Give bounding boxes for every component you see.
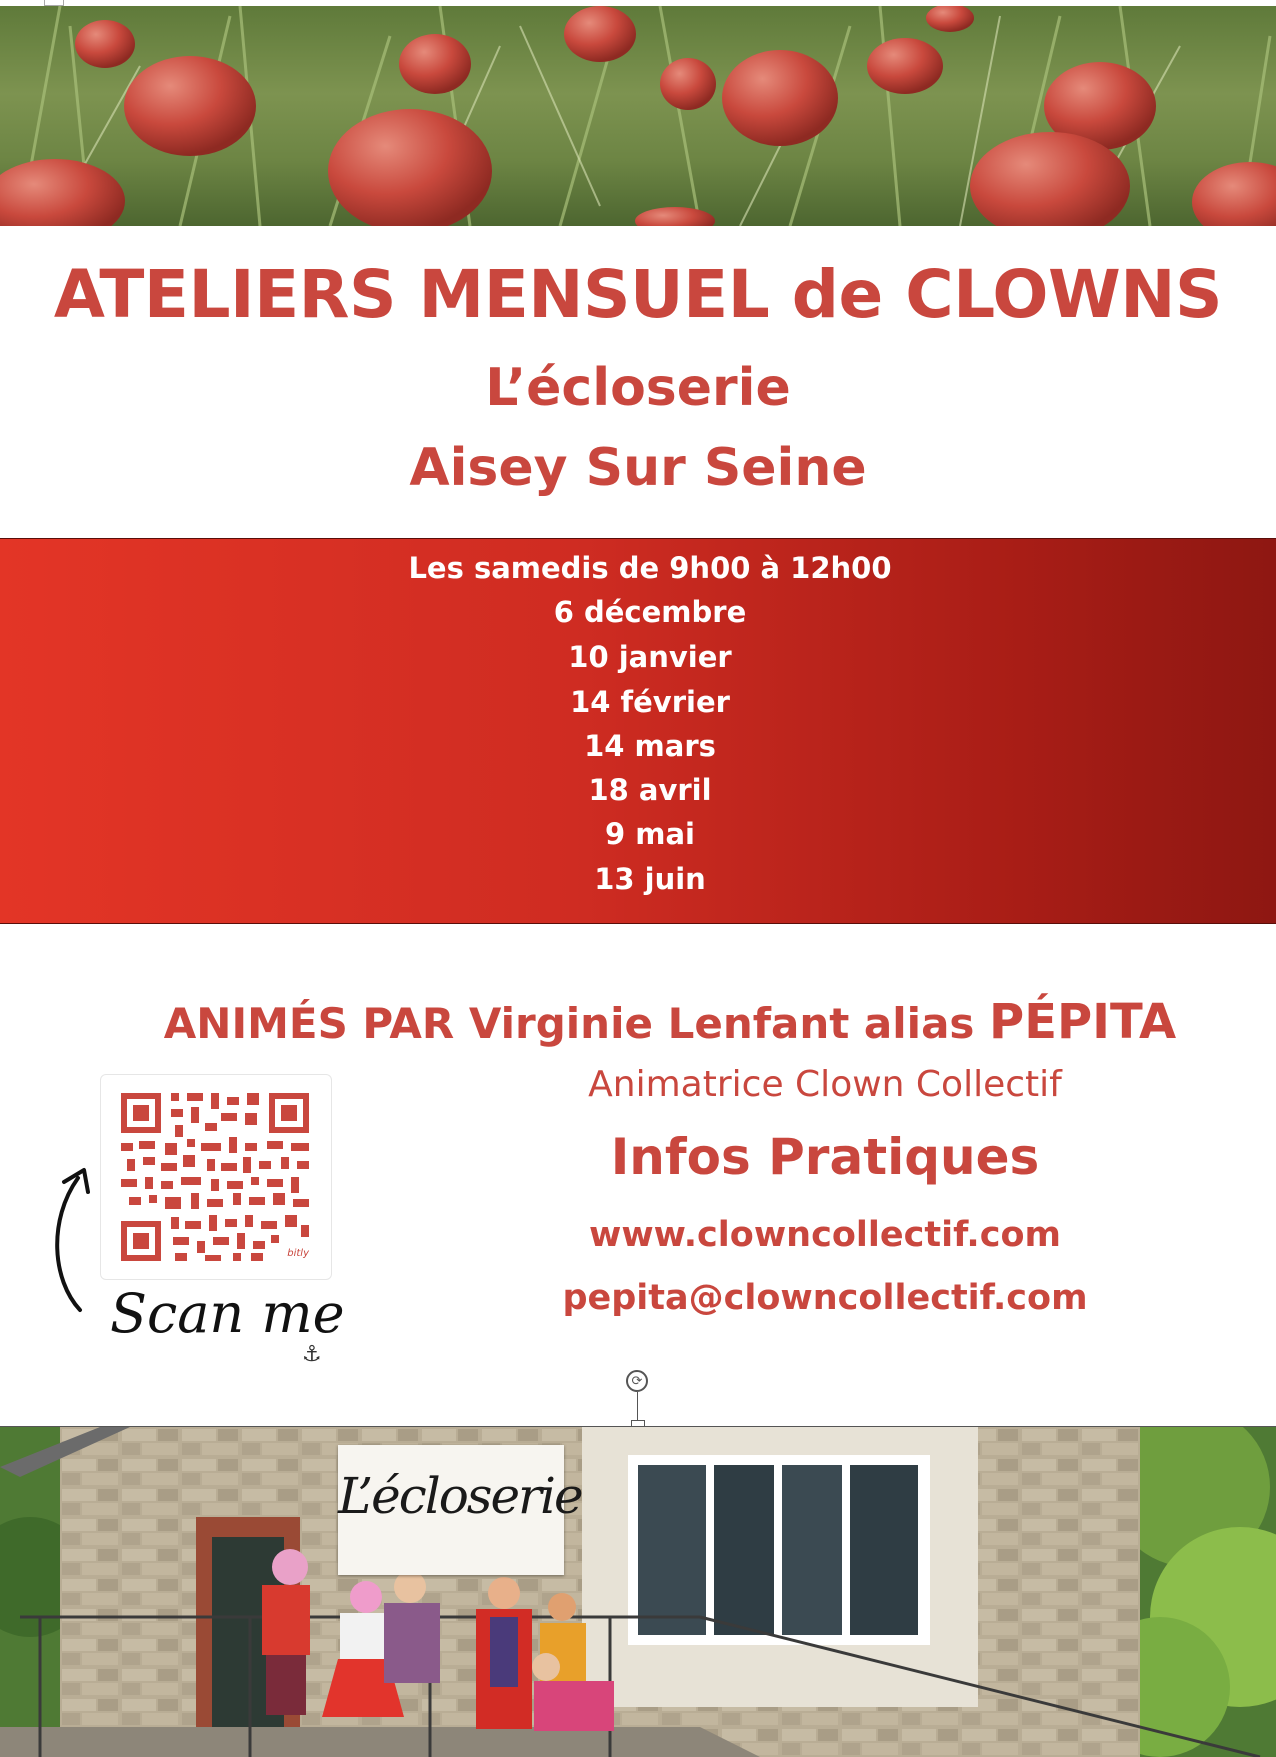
host-prefix: ANIMÉS PAR Virginie Lenfant alias — [163, 999, 990, 1048]
scan-me-caption: Scan me — [110, 1282, 345, 1345]
page-title: ATELIERS MENSUEL de CLOWNS — [53, 256, 1223, 333]
schedule-date: 14 février — [570, 685, 730, 719]
schedule-date: 13 juin — [594, 862, 706, 896]
qr-code[interactable] — [100, 1074, 332, 1280]
rotate-handle-icon[interactable]: ⟳ — [626, 1370, 648, 1392]
building-photo — [0, 1426, 1276, 1757]
schedule-date: 14 mars — [584, 729, 716, 763]
info-heading: Infos Pratiques — [610, 1128, 1040, 1186]
building-sign-text: L’écloserie — [338, 1467, 582, 1525]
schedule-date: 6 décembre — [553, 595, 747, 629]
town-name: Aisey Sur Seine — [409, 438, 867, 498]
venue-name: L’écloserie — [485, 358, 791, 418]
website-link[interactable]: www.clowncollectif.com — [589, 1215, 1061, 1255]
anchor-icon: ⚓ — [302, 1342, 322, 1367]
schedule-intro: Les samedis de 9h00 à 12h00 — [408, 551, 892, 585]
handle-connector — [637, 1392, 638, 1422]
qr-code-icon — [121, 1093, 309, 1261]
host-line — [0, 994, 1276, 1050]
qr-brand: bitly — [287, 1248, 309, 1259]
schedule-band — [0, 538, 1276, 924]
schedule-date: 10 janvier — [568, 640, 732, 674]
curved-arrow-icon — [44, 1160, 104, 1320]
email-link[interactable]: pepita@clowncollectif.com — [562, 1278, 1088, 1318]
title-block — [0, 226, 1276, 538]
schedule-date: 9 mai — [604, 817, 695, 851]
host-role: Animatrice Clown Collectif — [588, 1064, 1062, 1105]
schedule-date: 18 avril — [588, 773, 712, 807]
clown-noses-photo — [0, 6, 1276, 226]
host-alias: PÉPITA — [989, 994, 1177, 1050]
